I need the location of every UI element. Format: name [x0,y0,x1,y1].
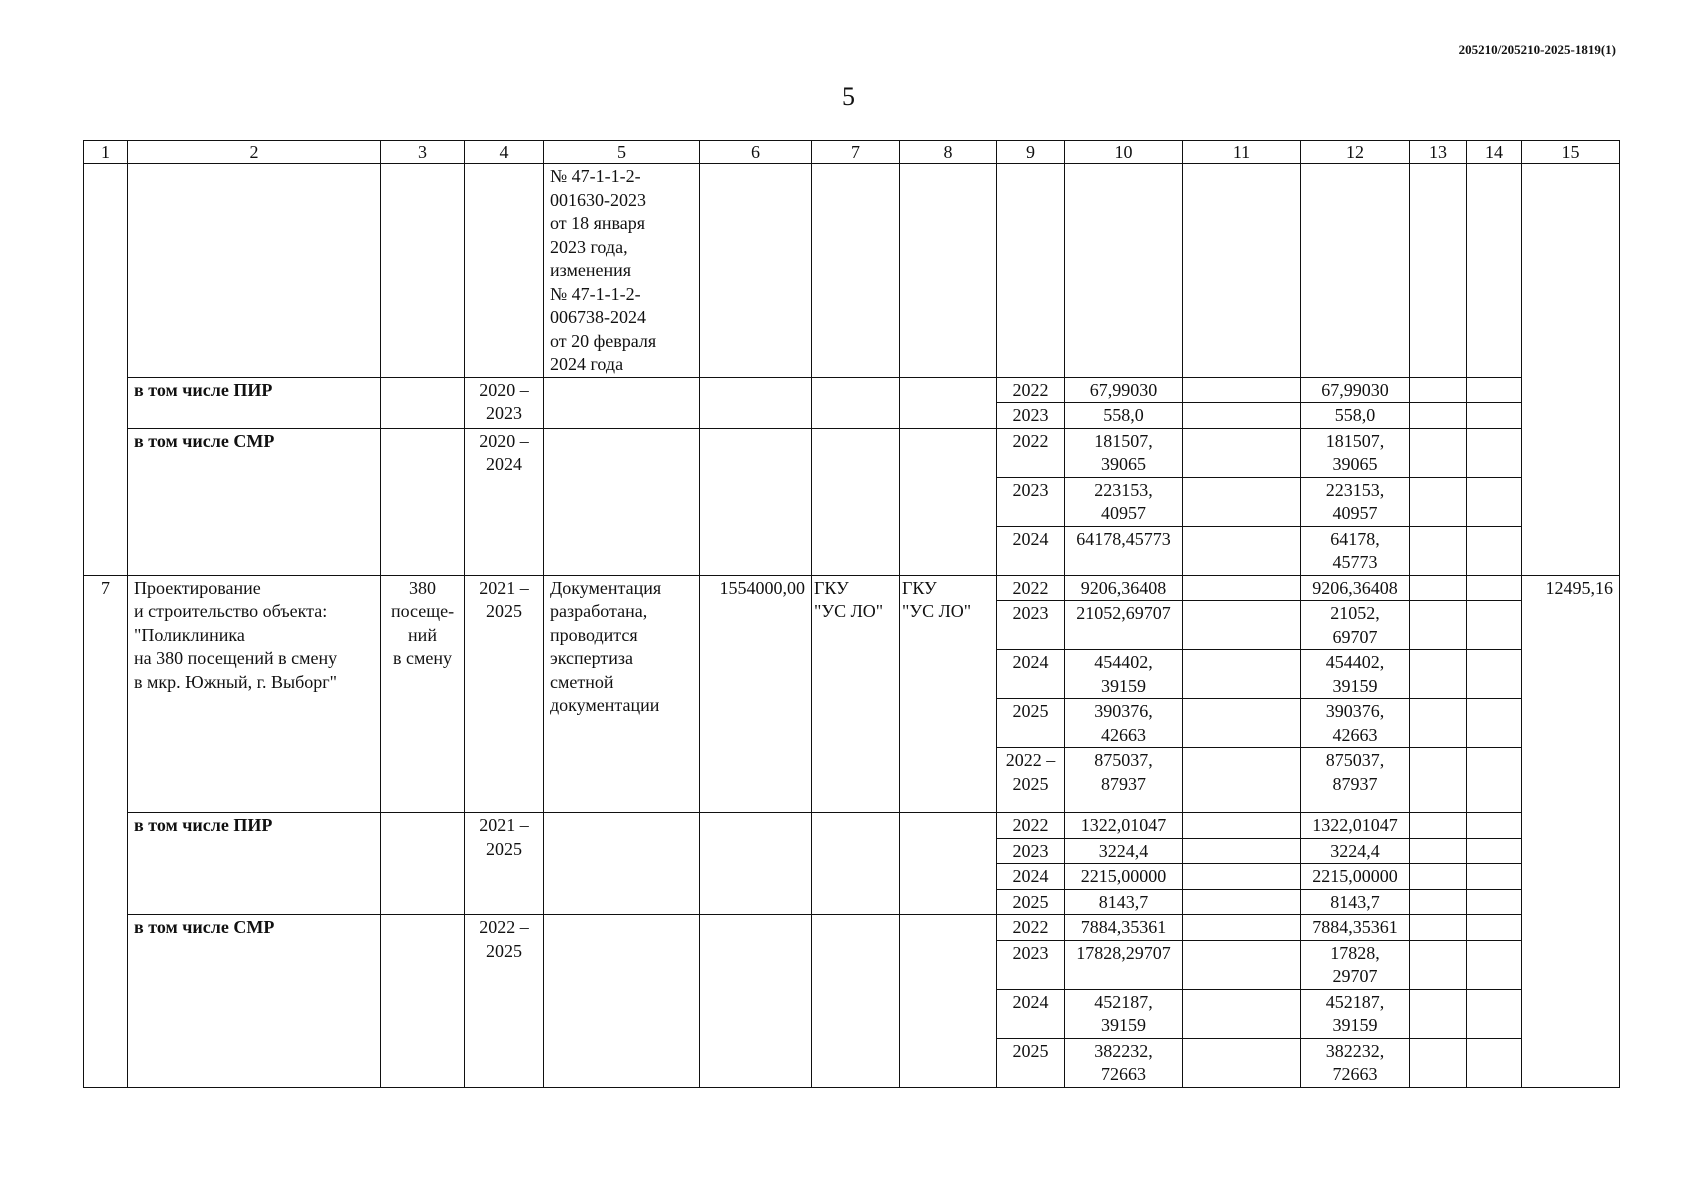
value-col10-cell: 64178,45773 [1065,526,1183,575]
developer-cell [900,915,997,1088]
page-number: 5 [842,82,855,111]
value-col12-cell: 223153, 40957 [1301,477,1410,526]
value-col10-cell: 223153, 40957 [1065,477,1183,526]
value-col12-cell: 9206,36408 [1301,575,1410,601]
value-col11-cell [1183,838,1301,864]
period-cell: 2022 – 2025 [465,915,544,1088]
year-cell: 2025 [997,889,1065,915]
value-col14-cell [1467,838,1522,864]
year-cell: 2022 [997,915,1065,941]
year-cell [997,164,1065,378]
value-col12-cell: 875037, 87937 [1301,748,1410,813]
customer-cell: ГКУ "УС ЛО" [812,575,900,813]
year-cell: 2024 [997,864,1065,890]
value-col13-cell [1410,889,1467,915]
capacity-cell [381,813,465,915]
value-col12-cell: 382232, 72663 [1301,1038,1410,1087]
column-number: 3 [381,141,465,164]
value-col11-cell [1183,748,1301,813]
subsection-label: в том числе ПИР [128,377,381,428]
column-number: 14 [1467,141,1522,164]
value-col13-cell [1410,526,1467,575]
register-table [83,140,1620,1088]
value-col14-cell [1467,748,1522,813]
column-number: 1 [84,141,128,164]
value-col12-cell: 21052, 69707 [1301,601,1410,650]
value-col14-cell [1467,477,1522,526]
value-col12-cell: 17828, 29707 [1301,940,1410,989]
table-row [84,164,1620,378]
value-col10-cell: 558,0 [1065,403,1183,429]
cost-cell [700,813,812,915]
value-col11-cell [1183,915,1301,941]
year-cell: 2025 [997,699,1065,748]
column-number: 2 [128,141,381,164]
year-cell: 2023 [997,940,1065,989]
value-col10-cell: 3224,4 [1065,838,1183,864]
table-row [84,377,1620,403]
developer-cell [900,428,997,575]
value-col12-cell [1301,164,1410,378]
customer-cell [812,428,900,575]
table-row [84,575,1620,601]
value-col14-cell [1467,377,1522,403]
value-col10-cell: 21052,69707 [1065,601,1183,650]
column-number: 5 [544,141,700,164]
value-col13-cell [1410,575,1467,601]
value-col14-cell [1467,526,1522,575]
value-col13-cell [1410,940,1467,989]
value-col13-cell [1410,699,1467,748]
year-cell: 2022 [997,575,1065,601]
value-col14-cell [1467,940,1522,989]
value-col12-cell: 64178, 45773 [1301,526,1410,575]
column-number: 9 [997,141,1065,164]
status-cell [544,428,700,575]
value-col13-cell [1410,377,1467,403]
cost-cell [700,164,812,378]
developer-cell: ГКУ "УС ЛО" [900,575,997,813]
value-col11-cell [1183,650,1301,699]
year-cell: 2023 [997,601,1065,650]
value-col13-cell [1410,989,1467,1038]
year-cell: 2024 [997,526,1065,575]
value-col12-cell: 67,99030 [1301,377,1410,403]
value-col12-cell: 558,0 [1301,403,1410,429]
value-col10-cell: 452187, 39159 [1065,989,1183,1038]
column-number: 10 [1065,141,1183,164]
value-col14-cell [1467,428,1522,477]
value-col14-cell [1467,889,1522,915]
value-col12-cell: 8143,7 [1301,889,1410,915]
table-row [84,915,1620,941]
value-col12-cell: 454402, 39159 [1301,650,1410,699]
value-col13-cell [1410,164,1467,378]
customer-cell [812,377,900,428]
customer-cell [812,164,900,378]
period-cell: 2020 – 2024 [465,428,544,575]
value-col13-cell [1410,748,1467,813]
value-col15-cell: 12495,16 [1522,575,1620,1087]
value-col10-cell: 382232, 72663 [1065,1038,1183,1087]
value-col11-cell [1183,1038,1301,1087]
capacity-cell [381,377,465,428]
column-number: 15 [1522,141,1620,164]
value-col11-cell [1183,403,1301,429]
value-col13-cell [1410,601,1467,650]
year-cell: 2024 [997,650,1065,699]
document-id: 205210/205210-2025-1819(1) [1458,42,1616,57]
capacity-cell: 380 посеще- ний в смену [381,575,465,813]
value-col10-cell: 390376, 42663 [1065,699,1183,748]
value-col14-cell [1467,864,1522,890]
expertise-document-cell: № 47-1-1-2- 001630-2023 от 18 января 2023 года, изменения № 47-1-1-2- 006738-2024 от 20 февраля 2024 года [544,164,700,378]
status-cell [544,377,700,428]
period-cell: 2021 – 2025 [465,575,544,813]
value-col11-cell [1183,940,1301,989]
status-cell [544,915,700,1088]
value-col14-cell [1467,650,1522,699]
year-cell: 2023 [997,403,1065,429]
value-col11-cell [1183,889,1301,915]
capacity-cell [381,915,465,1088]
value-col13-cell [1410,428,1467,477]
subsection-label: в том числе СМР [128,915,381,1088]
subsection-label: в том числе ПИР [128,813,381,915]
column-number: 7 [812,141,900,164]
value-col14-cell [1467,989,1522,1038]
developer-cell [900,164,997,378]
value-col12-cell: 390376, 42663 [1301,699,1410,748]
customer-cell [812,813,900,915]
item-number: 7 [84,575,128,1087]
name-cell [128,164,381,378]
value-col12-cell: 452187, 39159 [1301,989,1410,1038]
period-cell: 2021 – 2025 [465,813,544,915]
value-col10-cell: 1322,01047 [1065,813,1183,839]
value-col14-cell [1467,699,1522,748]
column-number: 13 [1410,141,1467,164]
register-table-body [84,141,1620,1088]
value-col10-cell: 9206,36408 [1065,575,1183,601]
status-cell: Документация разработана, проводится экспертиза сметной документации [544,575,700,813]
value-col13-cell [1410,838,1467,864]
value-col14-cell [1467,403,1522,429]
number-cell [84,164,128,576]
developer-cell [900,377,997,428]
cost-cell [700,915,812,1088]
value-col13-cell [1410,1038,1467,1087]
year-cell: 2024 [997,989,1065,1038]
period-cell: 2020 – 2023 [465,377,544,428]
value-col12-cell: 7884,35361 [1301,915,1410,941]
capacity-cell [381,164,465,378]
value-col11-cell [1183,477,1301,526]
value-col10-cell: 7884,35361 [1065,915,1183,941]
value-col14-cell [1467,164,1522,378]
cost-cell [700,428,812,575]
value-col10-cell: 17828,29707 [1065,940,1183,989]
value-col10-cell [1065,164,1183,378]
value-col10-cell: 2215,00000 [1065,864,1183,890]
value-col13-cell [1410,650,1467,699]
value-col13-cell [1410,477,1467,526]
subsection-label: в том числе СМР [128,428,381,575]
capacity-cell [381,428,465,575]
column-number: 4 [465,141,544,164]
value-col14-cell [1467,601,1522,650]
value-col12-cell: 2215,00000 [1301,864,1410,890]
customer-cell [812,915,900,1088]
value-col13-cell [1410,403,1467,429]
value-col12-cell: 1322,01047 [1301,813,1410,839]
value-col10-cell: 181507, 39065 [1065,428,1183,477]
value-col11-cell [1183,377,1301,403]
value-col10-cell: 67,99030 [1065,377,1183,403]
year-cell: 2022 [997,428,1065,477]
value-col10-cell: 875037, 87937 [1065,748,1183,813]
value-col13-cell [1410,915,1467,941]
value-col14-cell [1467,915,1522,941]
period-cell [465,164,544,378]
value-col14-cell [1467,1038,1522,1087]
year-cell: 2023 [997,838,1065,864]
year-cell: 2022 [997,377,1065,403]
value-col10-cell: 454402, 39159 [1065,650,1183,699]
year-cell: 2022 [997,813,1065,839]
value-col10-cell: 8143,7 [1065,889,1183,915]
value-col11-cell [1183,989,1301,1038]
cost-cell: 1554000,00 [700,575,812,813]
value-col11-cell [1183,813,1301,839]
value-col15-cell [1522,164,1620,576]
column-number-row [84,141,1620,164]
cost-cell [700,377,812,428]
value-col11-cell [1183,864,1301,890]
value-col11-cell [1183,575,1301,601]
status-cell [544,813,700,915]
developer-cell [900,813,997,915]
year-cell: 2025 [997,1038,1065,1087]
value-col13-cell [1410,864,1467,890]
year-cell: 2022 – 2025 [997,748,1065,813]
value-col11-cell [1183,526,1301,575]
value-col14-cell [1467,575,1522,601]
year-cell: 2023 [997,477,1065,526]
value-col11-cell [1183,428,1301,477]
value-col11-cell [1183,601,1301,650]
value-col13-cell [1410,813,1467,839]
column-number: 11 [1183,141,1301,164]
column-number: 6 [700,141,812,164]
value-col12-cell: 3224,4 [1301,838,1410,864]
column-number: 8 [900,141,997,164]
table-row [84,428,1620,477]
value-col12-cell: 181507, 39065 [1301,428,1410,477]
value-col11-cell [1183,164,1301,378]
column-number: 12 [1301,141,1410,164]
value-col11-cell [1183,699,1301,748]
value-col14-cell [1467,813,1522,839]
table-row [84,813,1620,839]
object-name: Проектирование и строительство объекта: "Поликлиника на 380 посещений в смену в мкр. Южный, г. Выборг" [128,575,381,813]
